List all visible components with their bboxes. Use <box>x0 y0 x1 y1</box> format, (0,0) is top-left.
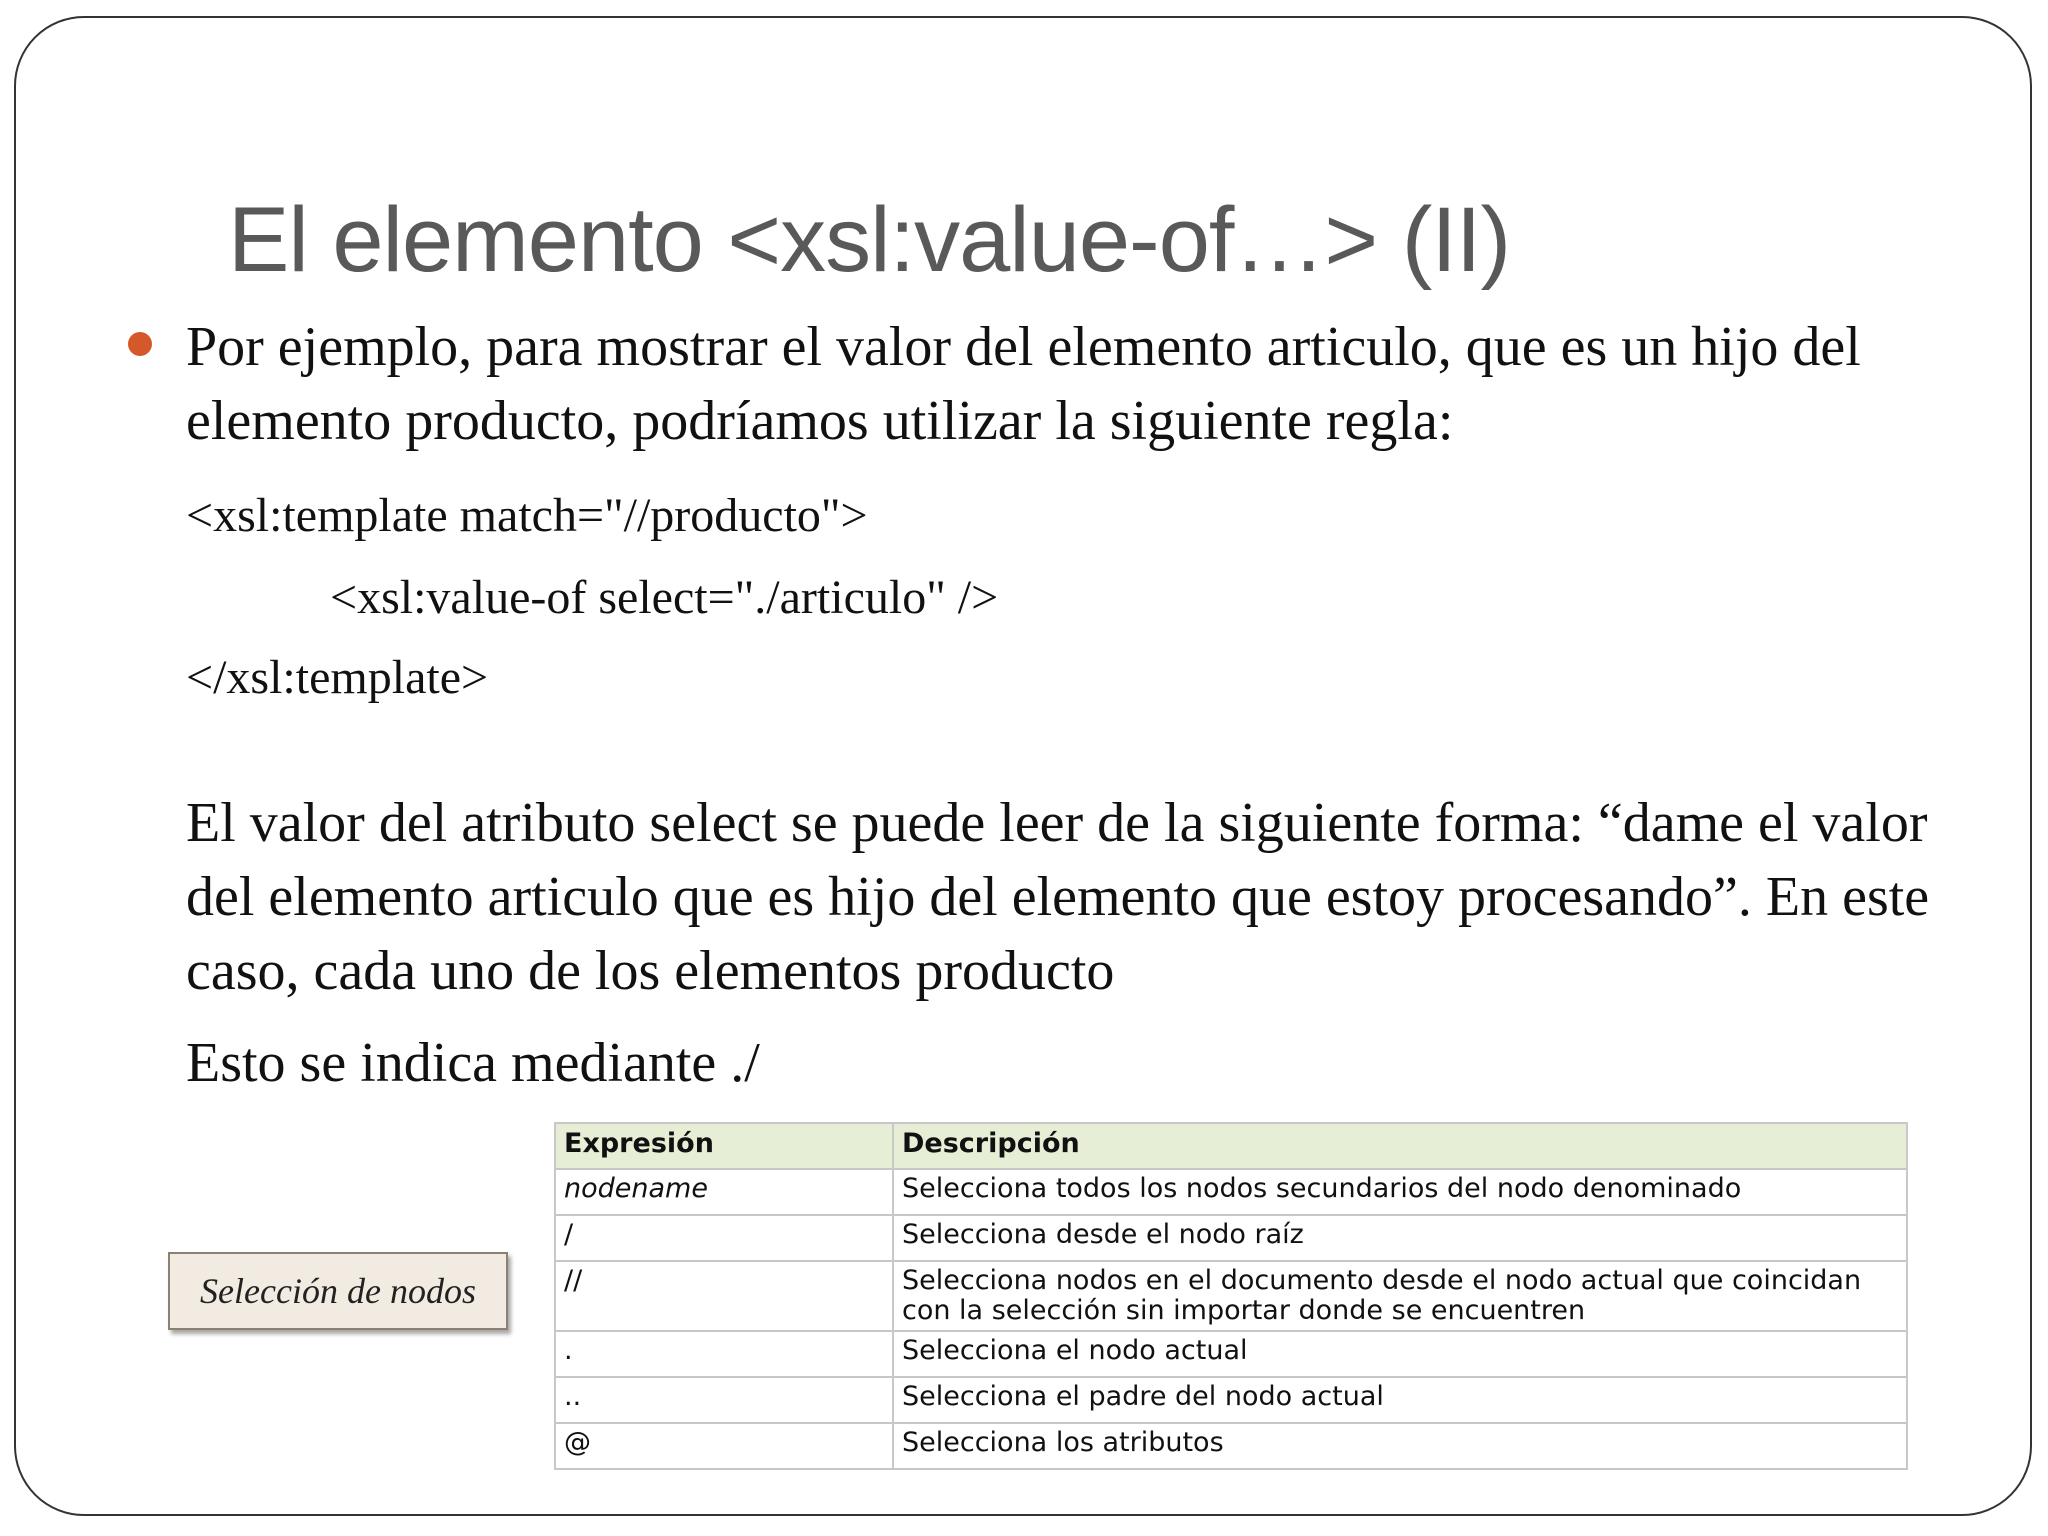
table-cell-desc: Selecciona nodos en el documento desde el nodo actual que coincidan con la selección sin importar donde se encuentren <box>893 1261 1907 1331</box>
table-cell-expr: . <box>555 1331 893 1377</box>
code-line-3: </xsl:template> <box>186 651 489 704</box>
table-row <box>555 1423 1907 1469</box>
caption-box: Selección de nodos <box>168 1252 508 1330</box>
table-cell-expr: / <box>555 1215 893 1261</box>
table-row <box>555 1331 1907 1377</box>
table-row <box>555 1169 1907 1215</box>
table-header-descripcion: Descripción <box>893 1123 1907 1169</box>
table-row <box>555 1215 1907 1261</box>
table-header-expresion: Expresión <box>555 1123 893 1169</box>
table-header-row <box>555 1123 1907 1169</box>
table-cell-desc: Selecciona los atributos <box>893 1423 1907 1469</box>
slide-title: El elemento <xsl:value-of…> (II) <box>228 189 1511 291</box>
table-cell-expr: // <box>555 1261 893 1331</box>
table-row <box>555 1261 1907 1331</box>
xpath-table <box>554 1122 1908 1470</box>
bullet-dot <box>128 332 152 356</box>
table-cell-expr: @ <box>555 1423 893 1469</box>
table-cell-desc: Selecciona desde el nodo raíz <box>893 1215 1907 1261</box>
table-cell-desc: Selecciona el nodo actual <box>893 1331 1907 1377</box>
explanation-text: El valor del atributo select se puede leer de la siguiente forma: “dame el valor del elemento articulo que es hijo del elemento que estoy procesando”. En este caso, cada uno de los elementos producto <box>186 792 1930 1002</box>
note-text: Esto se indica mediante ./ <box>186 1032 760 1094</box>
code-line-2: <xsl:value-of select="./articulo" /> <box>330 571 999 624</box>
table-row <box>555 1377 1907 1423</box>
table-cell-desc: Selecciona todos los nodos secundarios del nodo denominado <box>893 1169 1907 1215</box>
code-line-1: <xsl:template match="//producto"> <box>186 489 868 542</box>
bullet-text: Por ejemplo, para mostrar el valor del elemento articulo, que es un hijo del elemento producto, podríamos utilizar la siguiente regla: <box>186 316 1861 452</box>
table-cell-expr: nodename <box>555 1169 893 1215</box>
table-cell-desc: Selecciona el padre del nodo actual <box>893 1377 1907 1423</box>
table-cell-expr: .. <box>555 1377 893 1423</box>
